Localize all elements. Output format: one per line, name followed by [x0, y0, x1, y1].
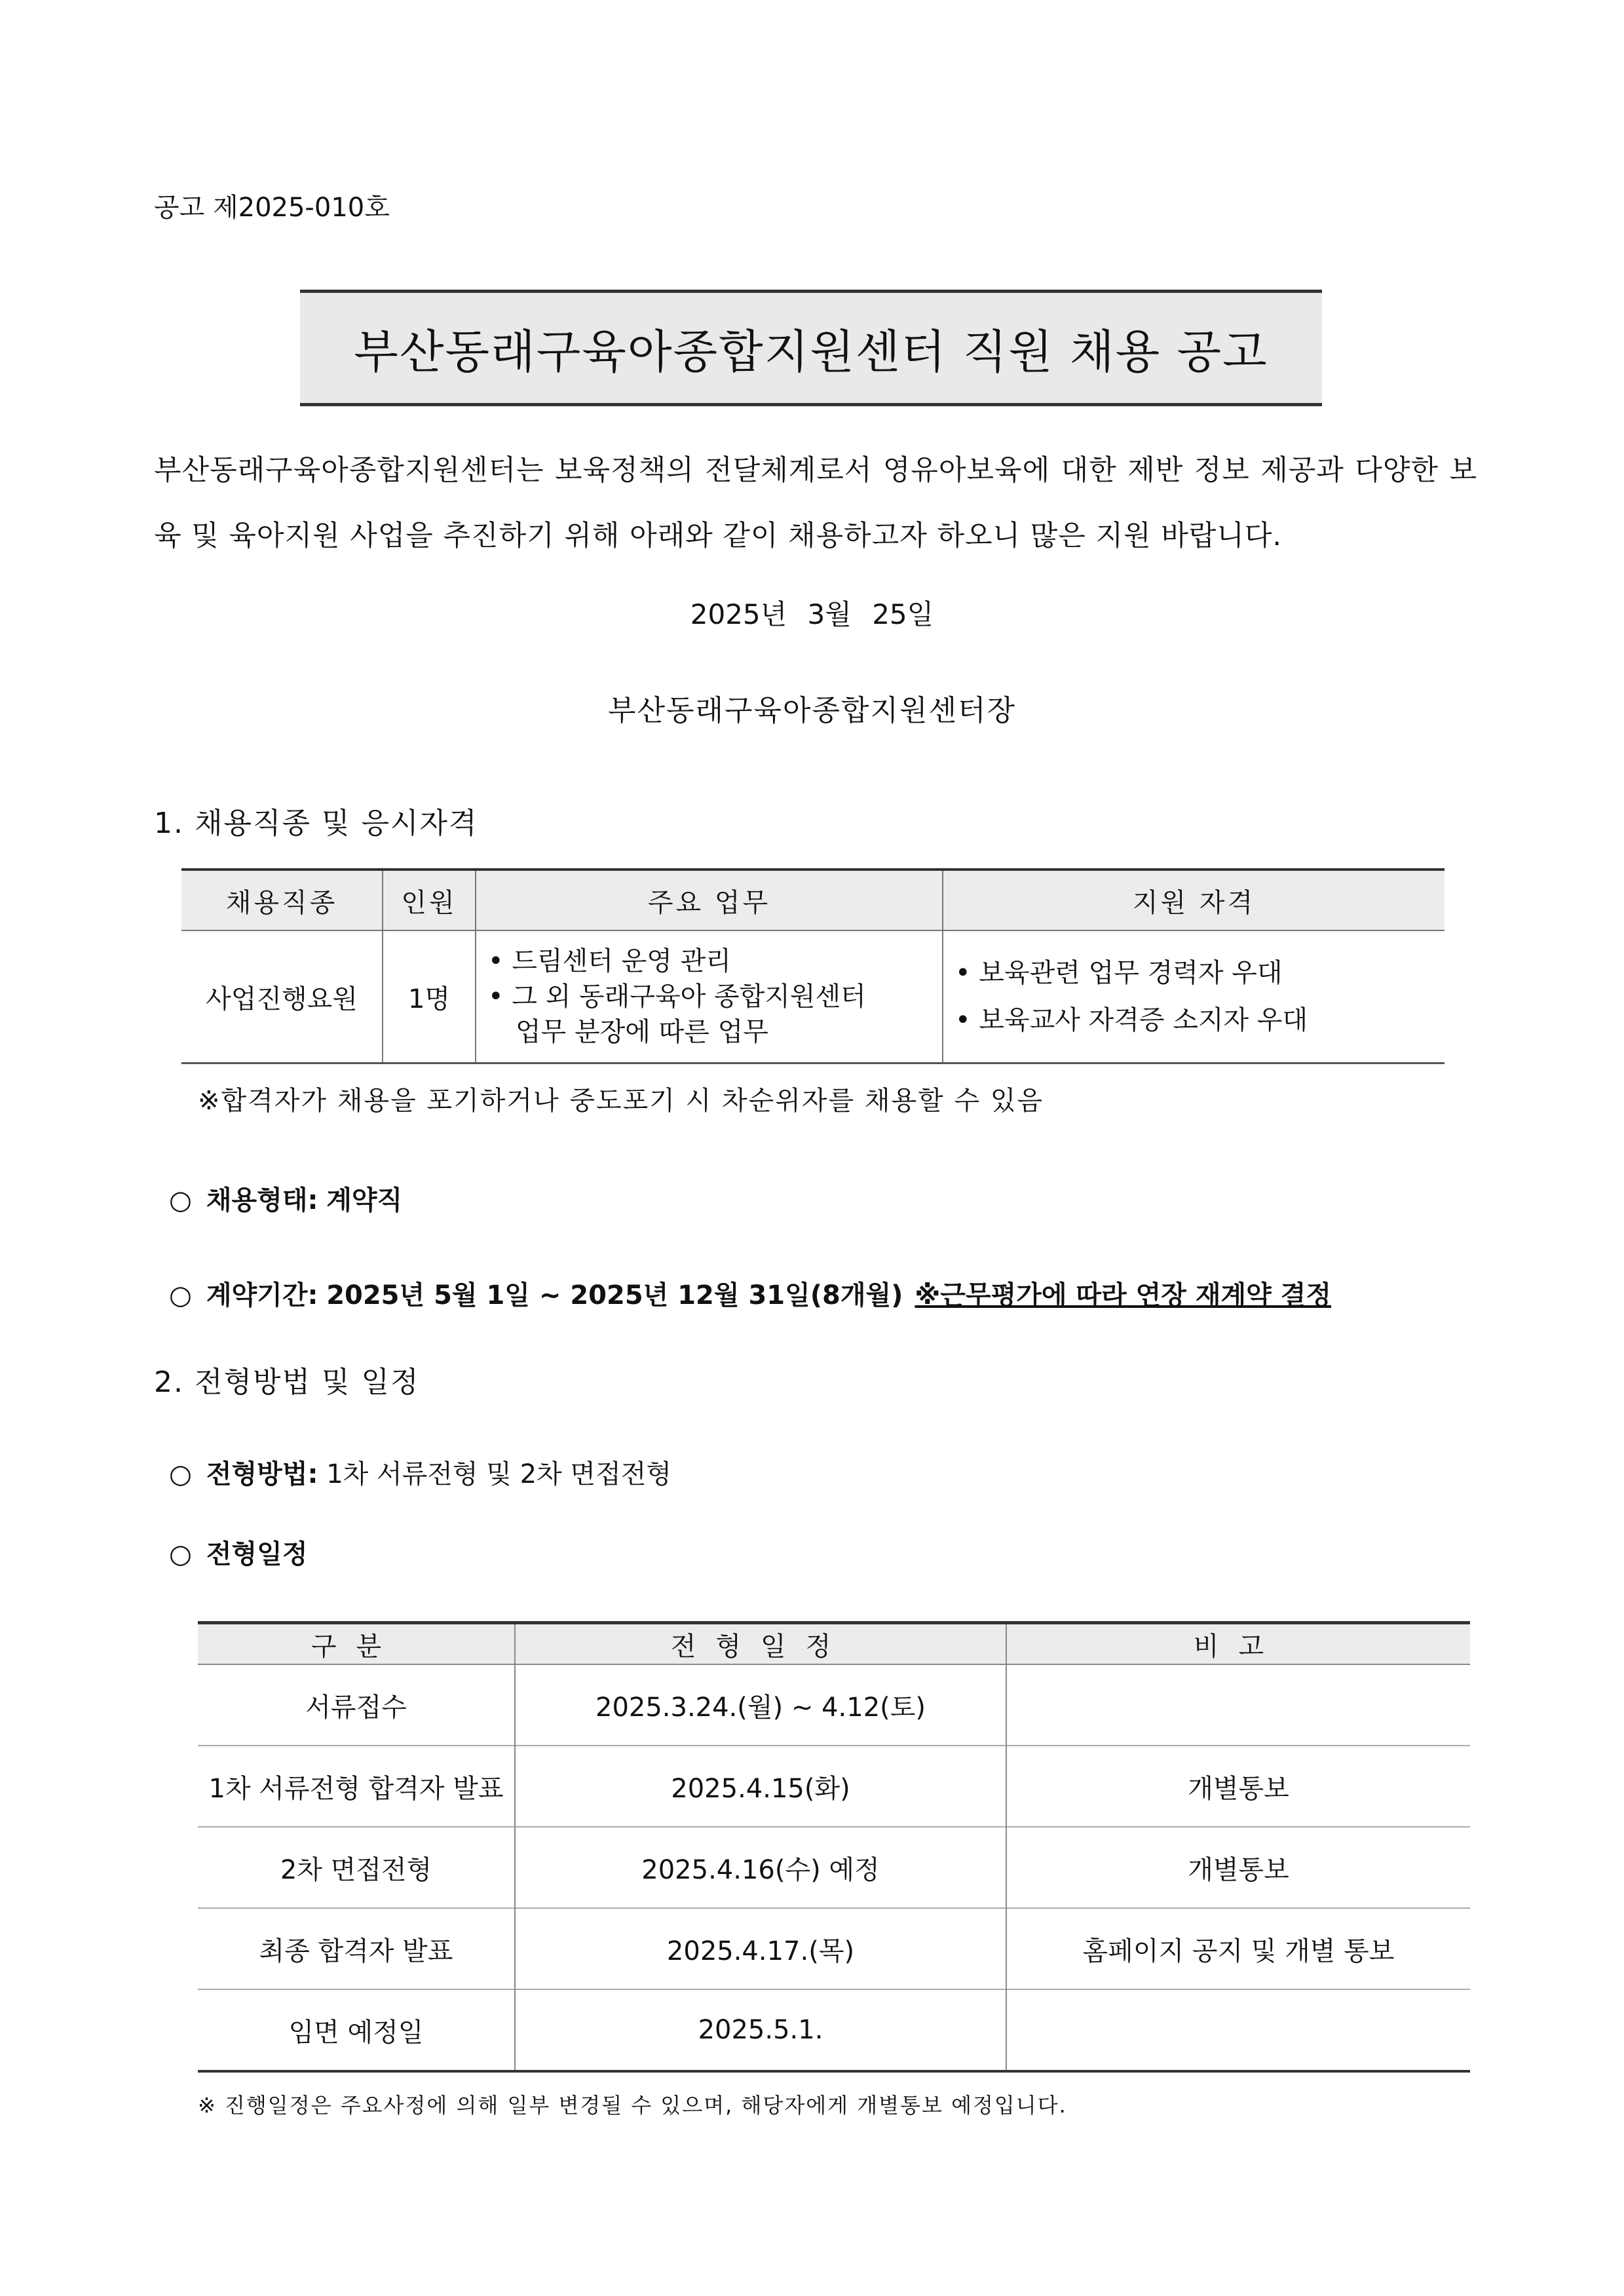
table-header-row [181, 870, 1445, 930]
contract-period [169, 1274, 1331, 1312]
duty-item: 업무 분장에 따른 업무 [516, 1017, 768, 1047]
circle-bullet-icon: ○ [169, 1280, 192, 1311]
header-remarks: 비고 [1006, 1623, 1470, 1665]
date-cell: 2025.4.17.(목) [515, 1908, 1006, 1989]
header-duties: 주요 업무 [476, 870, 943, 930]
schedule-footnote: ※ 진행일정은 주요사정에 의해 일부 변경될 수 있으며, 해당자에게 개별통보 예정입니다. [198, 2093, 1067, 2118]
notice-date: 2025년 3월 25일 [690, 598, 934, 630]
remark-cell [1006, 1664, 1470, 1746]
header-qualifications: 지원 자격 [943, 870, 1445, 930]
stage-cell: 최종 합격자 발표 [198, 1908, 515, 1989]
stage-cell: 임면 예정일 [198, 1989, 515, 2071]
contract-period-label: 계약기간: [206, 1280, 318, 1311]
notice-number: 공고 제2025-010호 [154, 193, 390, 223]
table-row [198, 1908, 1470, 1989]
title-box [300, 290, 1322, 406]
schedule-heading-label: 전형일정 [206, 1539, 308, 1569]
employment-type [169, 1179, 402, 1217]
date-cell: 2025.4.15(화) [515, 1746, 1006, 1827]
schedule-table [198, 1621, 1470, 2073]
header-stage: 구분 [198, 1623, 515, 1665]
qualification-item: • 보육교사 자격증 소지자 우대 [955, 1005, 1308, 1035]
duty-item: • 그 외 동래구육아 종합지원센터 [488, 982, 866, 1012]
table-row [198, 1989, 1470, 2071]
table-row [198, 1664, 1470, 1746]
employment-type-label: 채용형태: [206, 1185, 318, 1215]
date-cell: 2025.5.1. [515, 1989, 1006, 2071]
date-cell: 2025.3.24.(월) ~ 4.12(토) [515, 1664, 1006, 1746]
circle-bullet-icon: ○ [169, 1459, 192, 1489]
selection-method [169, 1453, 671, 1491]
selection-method-label: 전형방법: [206, 1459, 318, 1489]
remark-cell [1006, 1989, 1470, 2071]
duties-cell [476, 930, 943, 1063]
issuer: 부산동래구육아종합지원센터장 [607, 694, 1017, 727]
table-row [198, 1746, 1470, 1827]
contract-renewal-note: ※근무평가에 따라 연장 재계약 결정 [915, 1280, 1331, 1311]
page-title: 부산동래구육아종합지원센터 직원 채용 공고 [354, 324, 1268, 379]
head-count: 1명 [383, 930, 476, 1063]
remark-cell: 홈페이지 공지 및 개별 통보 [1006, 1908, 1470, 1989]
qualification-item: • 보육관련 업무 경력자 우대 [955, 958, 1283, 988]
stage-cell: 1차 서류전형 합격자 발표 [198, 1746, 515, 1827]
circle-bullet-icon: ○ [169, 1185, 192, 1215]
header-count: 인원 [383, 870, 476, 930]
qualifications-cell [943, 930, 1445, 1063]
stage-cell: 서류접수 [198, 1664, 515, 1746]
selection-method-value: 1차 서류전형 및 2차 면접전형 [326, 1459, 671, 1489]
job-title: 사업진행요원 [206, 984, 358, 1014]
section-heading-recruitment: 1. 채용직종 및 응시자격 [154, 807, 478, 840]
recruitment-table [181, 868, 1445, 1064]
date-cell: 2025.4.16(수) 예정 [515, 1827, 1006, 1908]
circle-bullet-icon: ○ [169, 1539, 192, 1569]
replacement-note: ※합격자가 채용을 포기하거나 중도포기 시 차순위자를 채용할 수 있음 [198, 1086, 1044, 1116]
remark-cell: 개별통보 [1006, 1827, 1470, 1908]
intro-paragraph: 부산동래구육아종합지원센터는 보육정책의 전달체계로서 영유아보육에 대한 제반 정보 제공과 다양한 보육 및 육아지원 사업을 추진하기 위해 아래와 같이 채용하고자 하오니 많은 지원 바랍니다. [154, 454, 1477, 552]
duty-item: • 드림센터 운영 관리 [488, 946, 731, 976]
remark-cell: 개별통보 [1006, 1746, 1470, 1827]
section-heading-selection: 2. 전형방법 및 일정 [154, 1366, 420, 1399]
table-header-row [198, 1623, 1470, 1665]
contract-period-value: 2025년 5월 1일 ~ 2025년 12월 31일(8개월) [326, 1280, 903, 1311]
employment-type-value: 계약직 [326, 1185, 403, 1215]
header-schedule: 전형일정 [515, 1623, 1006, 1665]
table-row [181, 930, 1445, 1063]
table-row [198, 1827, 1470, 1908]
schedule-heading [169, 1533, 307, 1571]
header-job: 채용직종 [181, 870, 383, 930]
stage-cell: 2차 면접전형 [198, 1827, 515, 1908]
